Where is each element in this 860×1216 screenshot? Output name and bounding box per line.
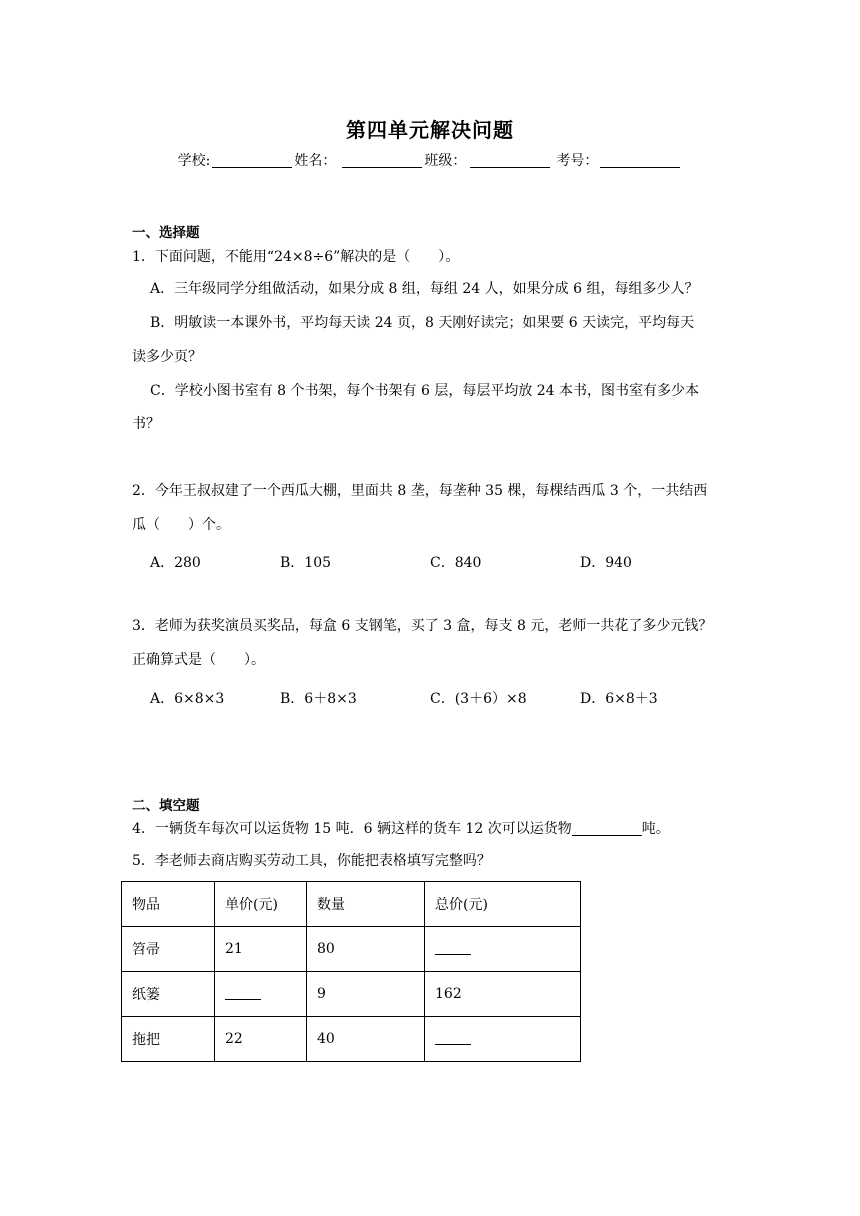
question-4 [132,812,732,847]
q3-option-a[interactable]: A．6×8×3 [150,691,225,707]
table-cell: 拖把 [122,1017,215,1062]
section-heading-fill: 二、填空题 [132,798,200,814]
school-blank[interactable] [212,153,292,168]
question-2-stem-line1: 2．今年王叔叔建了一个西瓜大棚，里面共 8 垄，每垄种 35 棵，每棵结西瓜 3 个，一共结西 [132,483,708,499]
exam-no-label: 考号： [556,153,599,169]
answer-blank[interactable] [435,1032,471,1045]
table-cell: 笤帚 [122,927,215,972]
question-1-option-b[interactable] [150,306,732,341]
name-label: 姓名： [294,153,337,169]
table-cell: 162 [425,972,581,1017]
question-1-option-b-cont [132,340,732,375]
table-header-cell: 单价(元) [215,882,307,927]
option-b-line1: B．明敏读一本课外书，平均每天读 24 页，8 天刚好读完；如果要 6 天读完，平均每天 [150,315,695,331]
exam-no-blank[interactable] [600,153,680,168]
question-1-option-c[interactable] [150,374,732,409]
table-cell: 21 [215,927,307,972]
question-3-stem-line1: 3．老师为获奖演员买奖品，每盒 6 支钢笔，买了 3 盒，每支 8 元，老师一共花了多少元钱？ [132,618,713,634]
answer-blank[interactable] [225,987,261,1000]
table-row [122,1017,581,1062]
option-a-text: A．三年级同学分组做活动，如果分成 8 组，每组 24 人，如果分成 6 组，每组多少人？ [150,281,699,297]
answer-blank[interactable] [435,942,471,955]
question-4-unit: 吨。 [641,821,670,837]
table-cell: 80 [307,927,425,972]
table-cell: 40 [307,1017,425,1062]
table-header-row [122,882,581,927]
page-title: 第四单元解决问题 [346,118,514,142]
option-b-line2: 读多少页？ [132,349,202,365]
goods-table [121,881,581,1062]
q2-option-c[interactable]: C．840 [430,555,482,571]
option-c-line2: 书？ [132,416,160,432]
school-label: 学校: [177,153,211,169]
q3-option-c[interactable]: C．(3＋6）×8 [430,691,527,707]
question-4-blank[interactable] [572,821,642,836]
table-header-cell: 总价(元) [425,882,581,927]
question-1-stem: 1．下面问题，不能用“24×8÷6”解决的是（ ）。 [132,249,460,265]
question-2-options [150,552,750,582]
q2-option-d[interactable]: D．940 [580,555,632,571]
name-blank[interactable] [342,153,422,168]
q2-option-b[interactable]: B．105 [280,555,332,571]
table-header-cell: 数量 [307,882,425,927]
table-header-cell: 物品 [122,882,215,927]
table-row [122,927,581,972]
class-blank[interactable] [470,153,550,168]
class-label: 班级： [424,153,467,169]
table-cell: 9 [307,972,425,1017]
table-cell-blank[interactable] [425,1017,581,1062]
question-2-stem-line2: 瓜（ ）个。 [132,517,230,533]
table-cell-blank[interactable] [425,927,581,972]
student-info-line [0,150,860,170]
section-heading-choice: 一、选择题 [132,225,200,241]
q2-option-a[interactable]: A．280 [150,555,201,571]
question-3-stem-line2: 正确算式是（ ）。 [132,652,265,668]
option-c-line1: C．学校小图书室有 8 个书架，每个书架有 6 层，每层平均放 24 本书，图书室有多少本 [150,383,700,399]
q3-option-b[interactable]: B．6＋8×3 [280,691,357,707]
question-5-stem: 5．李老师去商店购买劳动工具，你能把表格填写完整吗？ [132,853,491,869]
question-4-text: 4．一辆货车每次可以运货物 15 吨．6 辆这样的货车 12 次可以运货物 [132,821,572,837]
table-cell-blank[interactable] [215,972,307,1017]
table-row [122,972,581,1017]
table-cell: 22 [215,1017,307,1062]
question-1-option-c-cont [132,407,732,442]
question-3-options [150,688,750,718]
q3-option-d[interactable]: D．6×8＋3 [580,691,658,707]
question-1-option-a[interactable] [150,272,732,307]
table-cell: 纸篓 [122,972,215,1017]
